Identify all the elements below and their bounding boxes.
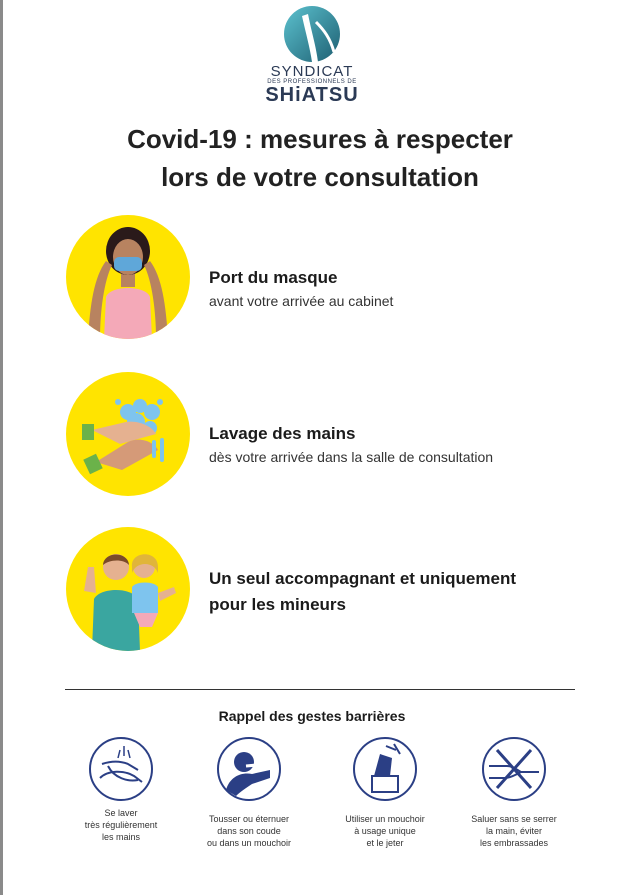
no-handshake-icon — [481, 736, 547, 802]
measure-companion-title-line-2: pour les mineurs — [209, 595, 346, 614]
measure-mask-subtitle: avant votre arrivée au cabinet — [209, 293, 394, 309]
gesture-caption-greet — [454, 813, 574, 849]
mask-illustration — [66, 215, 190, 339]
logo-emblem-icon — [282, 4, 342, 64]
page-title — [80, 120, 560, 196]
gesture-caption-tissue — [325, 813, 445, 849]
gesture-caption-line: Se laver — [104, 808, 138, 818]
title-line-2: lors de votre consultation — [161, 162, 479, 192]
gesture-caption-line: Saluer sans se serrer — [471, 814, 557, 824]
gesture-caption-line: la main, éviter — [485, 826, 543, 836]
gesture-caption-line: Utiliser un mouchoir — [345, 814, 425, 824]
gesture-caption-line: dans son coude — [217, 826, 281, 836]
section-divider — [65, 689, 575, 690]
title-line-1: Covid-19 : mesures à respecter — [127, 124, 513, 154]
measure-mask-title: Port du masque — [209, 268, 338, 287]
gesture-caption-line: et le jeter — [366, 838, 404, 848]
measure-companion-title-line-1: Un seul accompagnant et uniquement — [209, 569, 516, 588]
gesture-caption-line: les embrassades — [479, 838, 549, 848]
companion-icon — [66, 527, 190, 651]
mask-icon — [66, 215, 190, 339]
measure-companion-title — [209, 566, 516, 618]
companion-illustration — [66, 527, 190, 651]
syndicat-shiatsu-logo — [262, 4, 362, 104]
cough-elbow-icon — [216, 736, 282, 802]
handwash-illustration — [66, 372, 190, 496]
gesture-caption-line: Tousser ou éternuer — [208, 814, 290, 824]
gesture-caption-wash — [61, 807, 181, 843]
gesture-caption-line: à usage unique — [354, 826, 416, 836]
rappel-heading: Rappel des gestes barrières — [218, 708, 406, 724]
measure-handwash-subtitle: dès votre arrivée dans la salle de consultation — [209, 449, 494, 465]
gesture-caption-line: très régulièrement — [84, 820, 158, 830]
wash-hands-icon — [88, 736, 154, 802]
tissue-icon — [352, 736, 418, 802]
page-edge-rule — [0, 0, 3, 895]
measure-handwash-title: Lavage des mains — [209, 424, 356, 443]
logo-text-shiatsu: SHiATSU — [265, 84, 359, 106]
handwash-icon — [66, 372, 190, 496]
gesture-caption-line: ou dans un mouchoir — [206, 838, 292, 848]
logo-text-syndicat: SYNDICAT — [270, 63, 354, 80]
gesture-caption-cough — [189, 813, 309, 849]
gesture-caption-line: les mains — [101, 832, 140, 842]
logo-text-sub: DES PROFESSIONNELS DE — [267, 79, 357, 85]
